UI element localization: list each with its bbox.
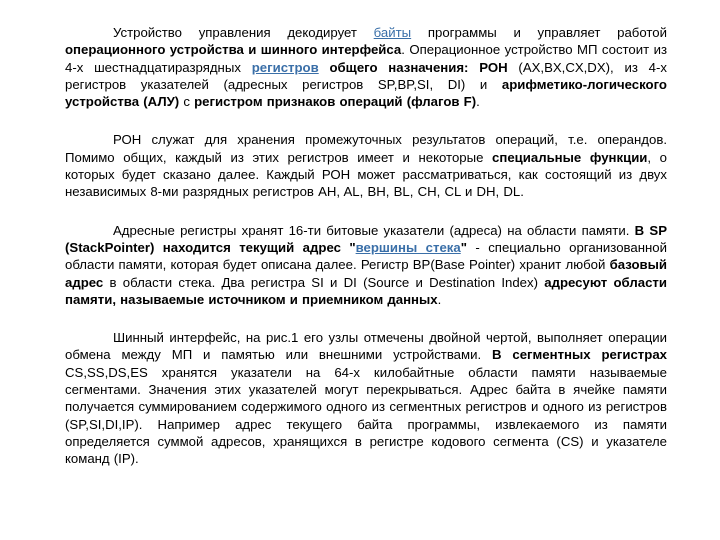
bold-text: арифметико-логического устройства (АЛУ) (65, 76, 667, 110)
text: Шинный интерфейс, на рис.1 его узлы отмечены двойной чертой, выполняет операции обмена между МП и памятью или внешними устройствами. (65, 330, 667, 363)
text: . Операционное устройство МП состоит из 4-х шестнадцатиразрядных (65, 42, 668, 75)
bold-text: адресуют области памяти, называемые источником и приемником данных (65, 274, 667, 307)
link-bytes[interactable]: байты (373, 25, 412, 40)
bold-text: общего назначения: (318, 59, 469, 75)
paragraph-control-unit (65, 24, 667, 110)
paragraph-general-registers (65, 131, 667, 200)
text: в области стека. Два регистра SI и DI (Source и Destination Index) (103, 274, 545, 290)
text: . (437, 291, 442, 307)
text: . (476, 94, 480, 110)
bold-text: РОН (468, 59, 508, 75)
bold-text: " (460, 239, 467, 255)
text: - специально организованной области памяти, которая будет описана далее. Регистр BP(Base Pointer) хранит любой (65, 239, 667, 273)
bold-text: В SP (StackPointer) находится текущий адрес " (65, 222, 668, 255)
text: РОН служат для хранения промежуточных результатов операций, т.е. операндов. Помимо общих, каждый из этих регистров имеет и некоторые (65, 132, 667, 165)
paragraph-address-registers (65, 222, 667, 308)
bold-text: операционного устройства и шинного интерфейса (65, 42, 402, 58)
link-registers[interactable]: регистров (251, 59, 319, 75)
paragraph-bus-interface (65, 329, 667, 467)
text: программы и управляет работой (411, 25, 667, 40)
text: Адресные регистры хранят 16-ти битовые указатели (адреса) на области памяти. (113, 222, 635, 238)
text: , о которых будет сказано далее. Каждый РОН может рассматриваться, как состоящий из двух независимых 8-ми разрядных регистров AH, AL, BH, BL, CH, CL и DH, DL. (65, 149, 668, 200)
document-body (65, 24, 667, 489)
bold-text: специальные функции (492, 149, 648, 165)
bold-text: регистром признаков операций (флагов F) (194, 94, 477, 110)
link-stack-top[interactable]: вершины стека (355, 239, 461, 255)
text: (AX,BX,CX,DX), из 4-х регистров указателей (адресных регистров SP,BP,SI, DI) и (65, 59, 667, 92)
bold-text: базовый адрес (65, 257, 667, 290)
text: с (179, 94, 195, 110)
text: Устройство управления декодирует (113, 25, 374, 40)
bold-text: В сегментных регистрах (491, 347, 667, 363)
text: CS,SS,DS,ES хранятся указатели на 64-х килобайтные области памяти называемые сегментами. Значения этих указателей могут перекрываться. Адрес байта в ячейке памяти получается суммированием содержимого одного из сегментных регистров и одного из регистров (SP,SI,DI,IP). Например адрес текущего байта программы, извлекаемого из памяти определяется суммой адресов, хранящихся в регистре кодового сегмента (CS) и указателе команд (IP). (65, 364, 667, 467)
